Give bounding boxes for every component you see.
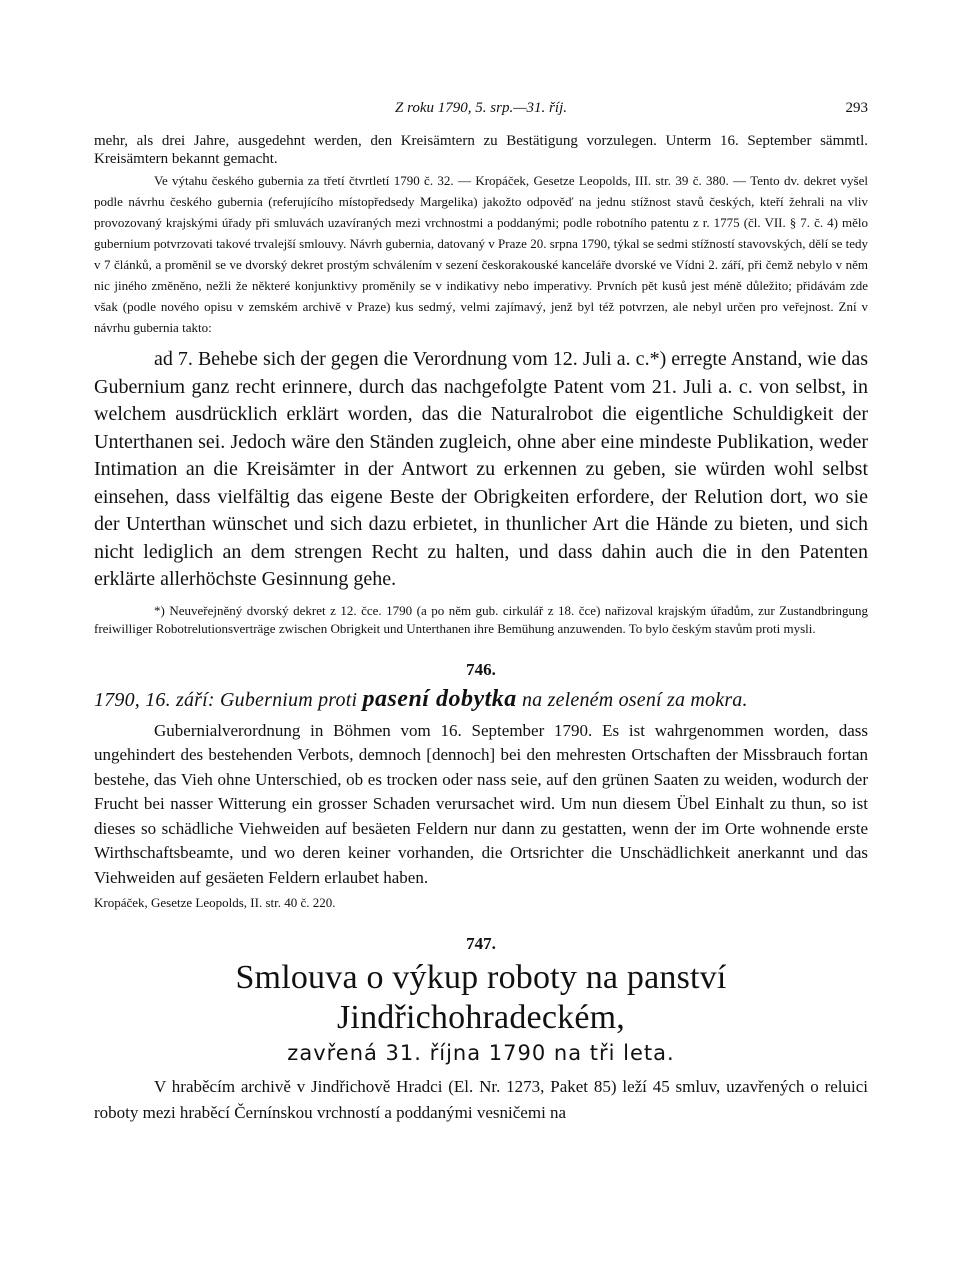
running-head: [94, 100, 868, 124]
editorial-note: Ve výtahu českého gubernia za třetí čtvrtletí 1790 č. 32. — Kropáček, Gesetze Leopolds, III. str. 39 č. 380. — Tento dv. dekret vyšel podle návrhu českého gubernia (referujícího místopředsedy Margelika) jakožto odpověď na jednu stížnost stavů českých, kteří žehrali na vliv provozovaný krajskými úřady při smluvách uzavíraných mezi vrchnostmi a poddanými; podle robotního patentu z r. 1775 (čl. VII. § 7. č. 4) mělo gubernium potvrzovati takové trvalejší smlouvy. Návrh gubernia, datovaný v Praze 20. srpna 1790, týkal se sedmi stížností stavovských, dělí se tedy v 7 článků, a proměnil se ve dvorský dekret prostým schválením v sezení českorakouské kanceláře dvorské ve Vídni 2. září, při čemž nebylo v něm nic jiného změněno, nežli že některé konjunktivy proměnily se v indikativy nebo imperativy. Prvních pět kusů jest méně důležito; přidávám zde však (podle nového opisu v zemském archivě v Praze) kus sedmý, velmi zajímavý, jenž byl též potvrzen, ale nebyl určen pro veřejnost. Zní v návrhu gubernia takto:: [94, 173, 868, 335]
heading-text-post: na zeleném osení za mokra.: [516, 688, 748, 711]
running-head-title: Z roku 1790, 5. srp.—31. říj.: [395, 100, 567, 116]
source-citation-746: Kropáček, Gesetze Leopolds, II. str. 40 č. 220.: [94, 895, 336, 910]
page-number: 293: [845, 100, 868, 116]
main-text: ad 7. Behebe sich der gegen die Verordnung vom 12. Juli a. c.*) erregte Anstand, wie das Gubernium ganz recht erinnere, durch das nachgefolgte Patent vom 21. Juli a. c. von selbst, in welchem ausdrücklich erklärt worden, das die Naturalrobot die eigentliche Schuldigkeit der Unterthanen sei. Jedoch wäre den Ständen zugleich, ohne aber eine mindeste Publikation, weder Intimation an die Kreisämter in der Antwort zu erkennen zu geben, sie würden wohl selbst einsehen, dass vielfältig das eigene Beste der Obrigkeiten erfordere, der Relution dort, wo sie der Unterthan wünschet und sich dazu erbietet, in thunlicher Art die Hände zu bieten, und sich nicht lediglich an dem strengen Recht zu halten, und dass dahin auch die in den Patenten erklärte allerhöchste Gesinnung gehe.: [94, 348, 868, 590]
document-subtitle-747: zavřená 31. října 1790 na tři leta.: [287, 1041, 675, 1065]
document-number-747: 747.: [466, 934, 496, 953]
document-body-747: V hraběcím archivě v Jindřichově Hradci (El. Nr. 1273, Paket 85) leží 45 smluv, uzavřených o reluici roboty mezi hraběcí Černínskou vrchností a poddanými vesničemi na: [94, 1077, 868, 1122]
document-body-746: Gubernialverordnung in Böhmen vom 16. September 1790. Es ist wahrgenommen worden, dass ungehindert des bestehenden Verbots, demnoch [dennoch] bei den mehresten Ortschaften der Missbrauch fortan bestehe, das Vieh ohne Unterschied, ob es trocken oder nass seie, auf den grünen Saaten zu weiden, wodurch der Frucht bei nasser Witterung ein grosser Schaden verursachet wird. Um nun diesem Übel Einhalt zu thun, so ist dieses so schädliche Viehweiden auf besäeten Feldern nur dann zu gestatten, wenn der im Orte wohnende erste Wirthschaftsbeamte, und wo deren keiner vorhanden, die Ortsrichter die Unschädlichkeit anerkannt und das Viehweiden auf gesäeten Feldern erlaubet haben.: [94, 720, 868, 887]
document-heading-746: [94, 686, 868, 713]
document-number-746: 746.: [466, 659, 496, 679]
continuation-paragraph: mehr, als drei Jahre, ausgedehnt werden, den Kreisämtern zu Bestätigung vorzulegen. Unterm 16. September sämmtl. Kreisämtern bekannt gemacht.: [94, 133, 868, 167]
document-title-747: Smlouva o výkup roboty na panství Jindřichohradeckém,: [235, 959, 727, 1036]
heading-text-pre: 1790, 16. září: Gubernium proti: [94, 688, 363, 711]
document-page: [94, 100, 868, 1126]
footnote: *) Neuveřejněný dvorský dekret z 12. čce. 1790 (a po něm gub. cirkulář z 18. čce) nařizoval krajským úřadům, zur Zustandbringung freiwilliger Robotrelutionsverträge zwischen Obrigkeit und Unterthanen ihre Bemühung anzuwenden. To bylo českým stavům proti mysli.: [94, 602, 868, 636]
heading-emphasis: pasení dobytka: [362, 685, 517, 712]
